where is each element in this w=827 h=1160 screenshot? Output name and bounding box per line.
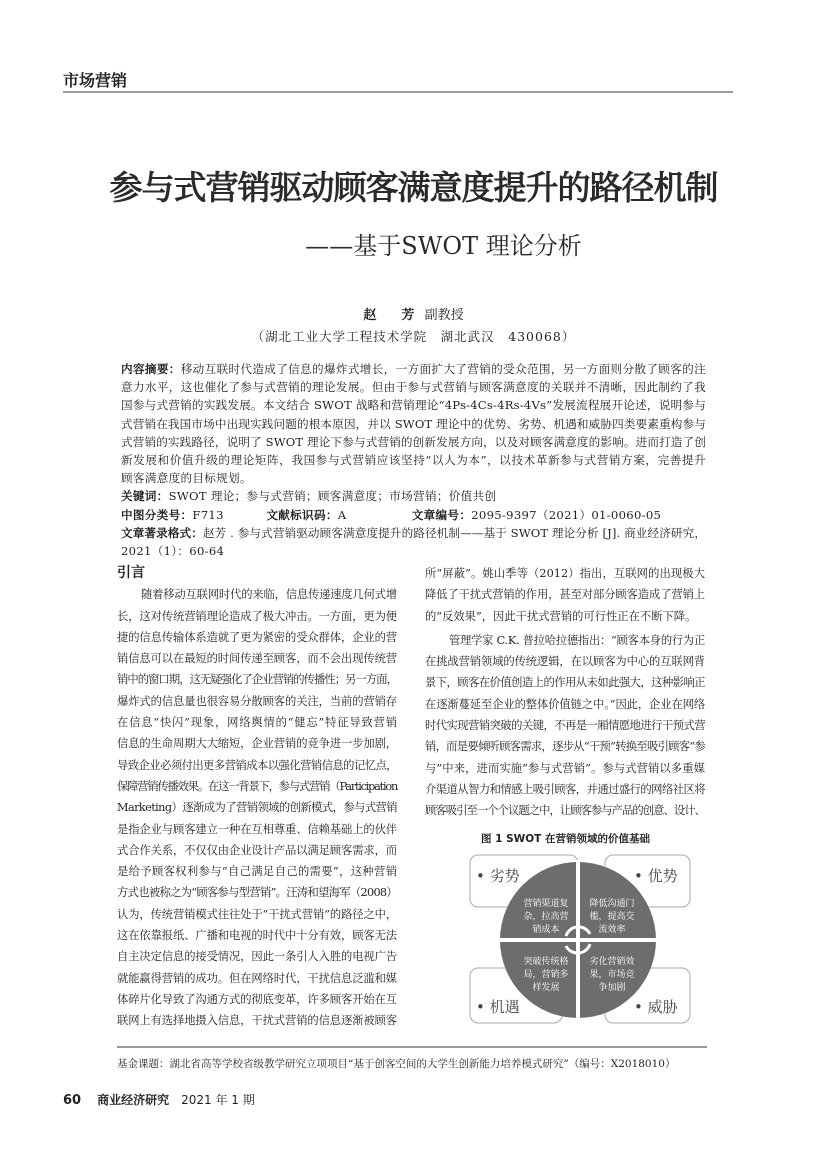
quadrant-bl-text: 突破传统格 <box>523 957 569 967</box>
text-line: 销信息可以在最短的时间传递至顾客，而不会出现传统营 <box>117 652 397 666</box>
clc-value: F713 <box>192 507 224 522</box>
text-line: 顾客吸引至一个个议题之中，让顾客参与产品的创意、设计、 <box>425 804 705 818</box>
quadrant-tl-text: 杂，拉高营 <box>523 912 569 922</box>
text-line: 这在依靠报纸、广播和电视的时代中十分有效，顾客无法 <box>117 929 397 943</box>
text-line: 介渠道从智力和情感上吸引顾客，并通过盛行的网络社区将 <box>425 782 705 796</box>
text-line: 导致企业必须付出更多营销成本以强化营销信息的记忆点， <box>117 758 397 772</box>
classification <box>121 506 706 524</box>
citation-text: 赵芳 . 参与式营销驱动顾客满意度提升的路径机制——基于 SWOT 理论分析 [J]. 商业经济研究， <box>202 525 707 540</box>
quadrant-tr-text: 流效率 <box>598 925 626 935</box>
figure-caption: 图 1 SWOT 在营销领域的价值基础 <box>480 833 650 845</box>
author-line <box>0 304 827 323</box>
citation-line-1 <box>121 524 706 542</box>
article-id-value: 2095-9397（2021）01-0060-05 <box>471 507 662 522</box>
author-role: 副教授 <box>424 308 464 323</box>
article-id-label: 文章编号： <box>411 507 472 522</box>
issue: 2021 年 1 期 <box>181 1093 255 1107</box>
text-line: 长，这对传统营销理论造成了极大冲击。一方面，更为便 <box>117 609 397 623</box>
text-line: 顾客满意度的目标规划。 <box>121 471 252 486</box>
intro-paragraph <box>117 584 397 1031</box>
text-line: 新发展和价值升级的理论矩阵，我国参与式营销应该坚持“以人为本”，以技术革新参与式营销方案，完善提升 <box>121 453 706 468</box>
right-column <box>425 563 705 822</box>
doc-code-value: A <box>337 507 347 522</box>
text-line: 随着移动互联网时代的来临，信息传递速度几何式增 <box>141 588 397 602</box>
abstract-label: 内容摘要： <box>121 362 181 376</box>
text-line: 是给予顾客权利参与“自己满足自己的需要”，这种营销 <box>117 865 397 879</box>
text-line: 降低了干扰式营销的作用，甚至对部分顾客造成了营销上 <box>425 588 705 602</box>
text-line: 信息的生命周期大大缩短，企业营销的竞争进一步加剧， <box>117 737 397 751</box>
quadrant-bl-text: 样发展 <box>532 983 560 993</box>
clc-label: 中图分类号： <box>121 507 193 522</box>
text-line: 体碎片化导致了沟通方式的彻底变革，许多顾客开始在互 <box>117 992 397 1006</box>
text-line: 爆炸式的信息量也很容易分散顾客的关注，当前的营销存 <box>117 694 397 708</box>
opportunity-label: • 机遇 <box>476 998 520 1016</box>
text-line: 是指企业与顾客建立一种在互相尊重、信赖基础上的伙伴 <box>117 822 397 836</box>
keywords <box>121 487 706 505</box>
quadrant-tr-text: 降低沟通门 <box>589 899 635 909</box>
text-line <box>121 360 706 378</box>
text-line: 的“反效果”，因此干扰式营销的可行性正在不断下降。 <box>425 609 697 623</box>
quadrant-tr-text: 槛，提高交 <box>589 912 635 922</box>
quadrant-br-text: 劣化营销效 <box>589 957 635 967</box>
text-line: 自主决定信息的接受情况，因此一条引人入胜的电视广告 <box>117 950 397 964</box>
text-line: 所“屏蔽”。姚山季等（2012）指出，互联网的出现极大 <box>425 567 705 580</box>
swot-diagram <box>462 850 697 1030</box>
text-line: 销，而是要倾听顾客需求，逐步从“干预”转换至吸引顾客“参 <box>425 740 705 754</box>
paragraph <box>425 630 705 822</box>
quadrant-br-text: 果，市场竞 <box>589 970 635 980</box>
header-rule <box>63 91 733 93</box>
page-footer <box>63 1091 255 1108</box>
citation-label: 文章著录格式： <box>121 525 203 540</box>
quadrant-tl-text: 营销渠道复 <box>523 899 569 909</box>
text-line-content: 移动互联时代造成了信息的爆炸式增长，一方面扩大了营销的受众范围，另一方面则分散了顾客的注 <box>180 362 706 376</box>
journal-name: 商业经济研究 <box>97 1093 170 1107</box>
text-line: 认为，传统营销模式往往处于“干扰式营销”的路径之中， <box>117 907 397 921</box>
text-line: 式合作关系，不仅仅由企业设计产品以满足顾客需求，而 <box>117 843 397 857</box>
text-line: 就能赢得营销的成功。但在网络时代，干扰信息泛滥和媒 <box>117 971 397 985</box>
quadrant-bl-text: 局，营销多 <box>523 970 569 980</box>
section-header: 市场营销 <box>63 71 128 90</box>
text-line: 在信息“快闪”现象，网络舆情的“健忘”特征导致营销 <box>117 716 397 730</box>
text-line: 联网上有选择地摄入信息，干扰式营销的信息逐渐被顾客 <box>117 1014 397 1028</box>
intro-heading: 引言 <box>117 565 145 581</box>
citation-line-2: 2021（1）：60-64 <box>121 544 225 559</box>
text-line: Marketing）逐渐成为了营销领域的创新模式，参与式营销 <box>117 801 397 815</box>
text-line: 与”中来，进而实施“参与式营销”。参与式营销以多重媒 <box>425 761 705 775</box>
affiliation: （湖北工业大学工程技术学院 湖北武汉 430068） <box>251 329 576 344</box>
text-line: 保障营销传播效果。在这一背景下，参与式营销（Participation <box>117 779 397 793</box>
horizontal-divider <box>498 938 660 942</box>
text-line: 景下，顾客在价值创造上的作用从未如此强大，这种影响正 <box>425 676 705 690</box>
footnote-rule <box>117 1046 707 1048</box>
threat-label: • 威胁 <box>634 998 678 1016</box>
doc-code-label: 文献标识码： <box>266 507 338 522</box>
text-line: 在挑战营销领域的传统逻辑，在以顾客为中心的互联网背 <box>425 655 705 669</box>
abstract-block <box>121 360 706 560</box>
text-line: 在逐渐蔓延至企业的整体价值链之中。”因此，企业在网络 <box>425 697 705 711</box>
funding-footnote: 基金课题：湖北省高等学校省级教学研究立项项目“基于创客空间的大学生创新能力培养模式研究”（编号：X2018010） <box>117 1058 676 1070</box>
article-subtitle: ——基于SWOT 理论分析 <box>305 232 582 260</box>
text-line: 意力水平，这也催化了参与式营销的理论发展。但由于参与式营销与顾客满意度的关联并不清晰，因此制约了我 <box>121 380 706 395</box>
text-line: 国参与式营销的实践发展。本文结合 SWOT 战略和营销理论“4Ps-4Cs-4Rs-4Vs”发展流程展开论述，说明参与 <box>121 398 706 413</box>
author-name: 赵 芳 <box>363 308 421 323</box>
quadrant-tl-text: 销成本 <box>532 925 560 935</box>
keywords-label: 关键词： <box>121 489 169 504</box>
page-number: 60 <box>63 1093 82 1108</box>
strength-label: • 优势 <box>634 867 678 885</box>
text-line: 捷的信息传输体系造就了更为紧密的受众群体，企业的营 <box>117 630 397 644</box>
text-line: 式营销的实践路径，说明了 SWOT 理论下参与式营销的创新发展方向，以及对顾客满意度的影响。进而打造了创 <box>121 434 706 449</box>
text-line: 式营销在我国市场中出现实践问题的根本原因，并以 SWOT 理论中的优势、劣势、机遇和威胁四类要素重构参与 <box>121 416 706 431</box>
paragraph <box>425 563 705 627</box>
left-column <box>117 563 397 1032</box>
abstract <box>121 360 706 487</box>
text-line: 时代实现营销突破的关键，不再是一厢情愿地进行干预式营 <box>425 719 705 733</box>
article-title: 参与式营销驱动顾客满意度提升的路径机制 <box>109 168 718 207</box>
quadrant-br-text: 争加剧 <box>598 983 626 993</box>
text-line: 销中的窗口期，这无疑强化了企业营销的传播性；另一方面， <box>117 673 397 687</box>
weakness-label: • 劣势 <box>476 867 520 885</box>
text-line: 管理学家 C.K. 普拉哈拉德指出：“顾客本身的行为正 <box>449 633 705 647</box>
text-line: 方式也被称之为“顾客参与型营销”。汪涛和望海军（2008） <box>117 886 397 900</box>
keywords-value: SWOT 理论；参与式营销；顾客满意度；市场营销；价值共创 <box>168 489 497 504</box>
